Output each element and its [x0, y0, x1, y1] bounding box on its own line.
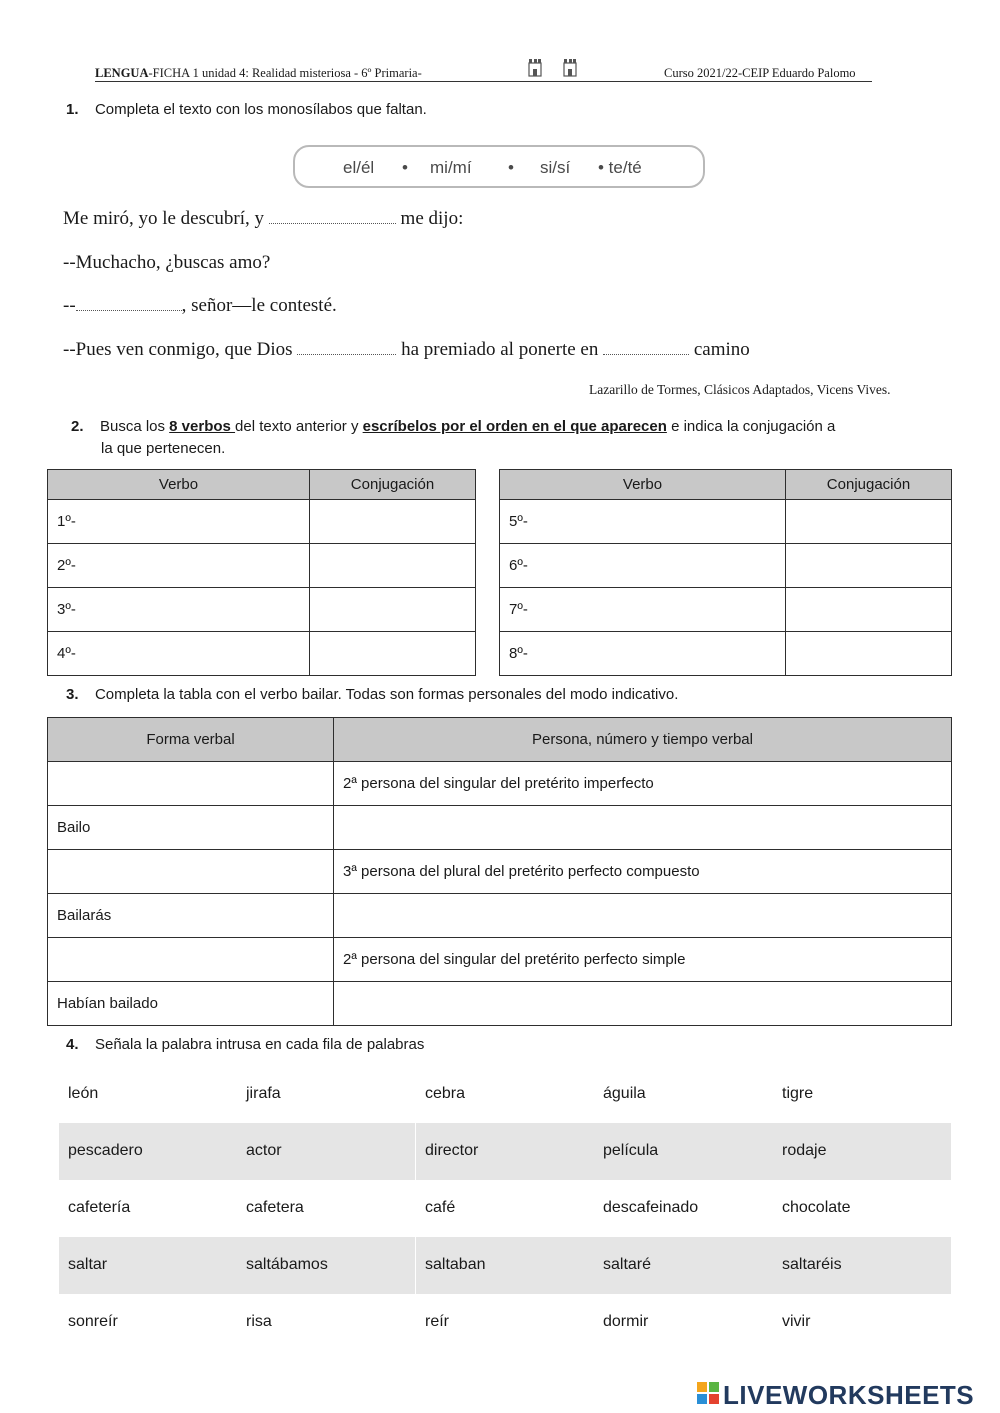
header-subject: LENGUA	[95, 66, 149, 80]
header-left	[95, 66, 422, 81]
word-option[interactable]: café	[425, 1199, 456, 1216]
table-cell[interactable]	[48, 850, 334, 894]
table-cell[interactable]: 6º-	[500, 544, 786, 588]
word-option[interactable]: tigre	[782, 1085, 814, 1102]
word-option[interactable]: actor	[246, 1142, 282, 1159]
question-number: 3.	[66, 686, 79, 703]
table-row	[500, 588, 952, 632]
word-row	[59, 1294, 951, 1351]
table-row	[500, 544, 952, 588]
option-bullet: •	[508, 158, 514, 177]
word-option[interactable]: dormir	[603, 1313, 649, 1330]
text-fragment: del texto anterior y	[235, 418, 363, 435]
table-row	[48, 588, 476, 632]
table-cell[interactable]	[334, 894, 952, 938]
table-cell[interactable]: 2º-	[48, 544, 310, 588]
header-title: -FICHA 1 unidad 4: Realidad misteriosa - 6º Primaria-	[148, 66, 422, 80]
question-3	[66, 686, 678, 704]
text-fragment: la que pertenecen.	[101, 440, 226, 457]
table-cell[interactable]: 3ª persona del plural del pretérito perfecto compuesto	[334, 850, 952, 894]
text-fragment: --Pues ven conmigo, que Dios	[63, 339, 293, 360]
text-fragment: me dijo:	[400, 208, 464, 229]
table-cell[interactable]	[310, 500, 476, 544]
header-course: Curso 2021/22-CEIP Eduardo Palomo	[664, 66, 856, 80]
word-row	[59, 1123, 951, 1180]
table-cell[interactable]: 2ª persona del singular del pretérito perfecto simple	[334, 938, 952, 982]
word-option[interactable]: saltábamos	[246, 1256, 328, 1273]
text-line-2: --Muchacho, ¿buscas amo?	[63, 252, 271, 273]
word-option[interactable]: saltaré	[603, 1256, 652, 1273]
column-header: Verbo	[500, 470, 786, 500]
column-header: Conjugación	[786, 470, 952, 500]
table-cell[interactable]: 3º-	[48, 588, 310, 632]
text-emphasis: escríbelos por el orden en el que aparecen	[362, 418, 667, 435]
word-option[interactable]: descafeinado	[603, 1199, 699, 1216]
word-row	[59, 1237, 951, 1294]
table-cell[interactable]: 5º-	[500, 500, 786, 544]
table-row	[48, 762, 952, 806]
castle-icon	[528, 57, 542, 77]
table-cell[interactable]	[48, 762, 334, 806]
option-bullet: •	[402, 158, 408, 177]
table-row	[500, 500, 952, 544]
verbs-table-right	[499, 469, 952, 676]
word-option[interactable]: saltaréis	[782, 1256, 842, 1273]
options-box	[293, 145, 705, 188]
word-option[interactable]: vivir	[782, 1313, 811, 1330]
table-cell[interactable]: Bailarás	[48, 894, 334, 938]
text-fragment: Busca los	[99, 418, 170, 435]
text-line-3	[63, 295, 337, 317]
text-emphasis: 8 verbos	[169, 418, 236, 435]
word-option[interactable]: sonreír	[68, 1313, 118, 1330]
column-header: Forma verbal	[48, 718, 334, 762]
table-row	[500, 632, 952, 676]
word-option[interactable]: águila	[603, 1085, 646, 1102]
table-row	[48, 982, 952, 1026]
text-line-4	[63, 339, 750, 361]
table-row	[48, 632, 476, 676]
liveworksheets-logo-icon	[697, 1382, 719, 1404]
table-row	[48, 894, 952, 938]
text-fragment: Me miró, yo le descubrí, y	[63, 208, 265, 229]
text-fragment: e indica la conjugación a	[666, 418, 836, 435]
text-line-1	[63, 208, 463, 230]
word-option[interactable]: león	[68, 1085, 99, 1102]
table-row	[48, 544, 476, 588]
question-4	[66, 1036, 424, 1054]
table-cell[interactable]	[786, 500, 952, 544]
word-option[interactable]: director	[425, 1142, 479, 1159]
column-header: Conjugación	[310, 470, 476, 500]
word-option[interactable]: reír	[425, 1313, 449, 1330]
table-cell[interactable]	[48, 938, 334, 982]
question-1	[66, 101, 427, 119]
table-row	[48, 500, 476, 544]
row-divider	[415, 1123, 416, 1180]
word-option[interactable]: cafetera	[246, 1199, 304, 1216]
table-cell[interactable]	[310, 632, 476, 676]
row-divider	[415, 1237, 416, 1294]
option-si: si/sí	[540, 158, 571, 177]
option-te: • te/té	[598, 158, 642, 177]
table-cell[interactable]	[786, 632, 952, 676]
conjugation-table	[47, 717, 952, 1026]
option-el: el/él	[343, 158, 375, 177]
table-cell[interactable]: 7º-	[500, 588, 786, 632]
table-cell[interactable]: 1º-	[48, 500, 310, 544]
word-row	[59, 1066, 951, 1123]
castle-icon	[563, 57, 577, 77]
table-cell[interactable]: Habían bailado	[48, 982, 334, 1026]
word-option[interactable]: saltar	[68, 1256, 108, 1273]
question-text: Completa el texto con los monosílabos que faltan.	[94, 101, 427, 118]
word-option[interactable]: rodaje	[782, 1142, 827, 1159]
word-option[interactable]: pescadero	[68, 1142, 143, 1159]
liveworksheets-logo[interactable]: LIVEWORKSHEETS	[723, 1380, 975, 1410]
text-fragment: --	[63, 295, 76, 316]
question-2	[71, 416, 931, 460]
question-text: Señala la palabra intrusa en cada fila de palabras	[94, 1036, 425, 1053]
source-citation: Lazarillo de Tormes, Clásicos Adaptados, Vicens Vives.	[589, 382, 891, 397]
word-option[interactable]: saltaban	[425, 1256, 486, 1273]
table-cell[interactable]	[334, 982, 952, 1026]
table-cell[interactable]	[310, 588, 476, 632]
blank-2[interactable]	[76, 296, 182, 311]
word-row	[59, 1180, 951, 1237]
table-row	[48, 806, 952, 850]
table-cell[interactable]: 4º-	[48, 632, 310, 676]
blank-1[interactable]	[269, 209, 396, 224]
table-row	[48, 850, 952, 894]
question-number: 1.	[66, 101, 79, 118]
word-option[interactable]: risa	[246, 1313, 272, 1330]
question-number: 2.	[71, 418, 84, 435]
text-fragment: , señor—le contesté.	[181, 295, 337, 316]
blank-4[interactable]	[603, 340, 689, 355]
blank-3[interactable]	[297, 340, 396, 355]
header-rule	[95, 81, 872, 82]
option-mi: mi/mí	[430, 158, 472, 177]
question-text: Completa la tabla con el verbo bailar. Todas son formas personales del modo indicativo.	[94, 686, 679, 703]
verbs-table-left	[47, 469, 476, 676]
question-number: 4.	[66, 1036, 79, 1053]
word-option[interactable]: chocolate	[782, 1199, 851, 1216]
column-header: Persona, número y tiempo verbal	[334, 718, 952, 762]
table-cell[interactable]: 2ª persona del singular del pretérito imperfecto	[334, 762, 952, 806]
column-header: Verbo	[48, 470, 310, 500]
word-option[interactable]: cebra	[425, 1085, 466, 1102]
table-cell[interactable]	[786, 588, 952, 632]
word-option[interactable]: cafetería	[68, 1199, 131, 1216]
table-cell[interactable]	[786, 544, 952, 588]
word-option[interactable]: película	[603, 1142, 659, 1159]
table-cell[interactable]	[334, 806, 952, 850]
table-cell[interactable]: Bailo	[48, 806, 334, 850]
word-option[interactable]: jirafa	[246, 1085, 281, 1102]
table-cell[interactable]: 8º-	[500, 632, 786, 676]
text-fragment: camino	[693, 339, 750, 360]
table-cell[interactable]	[310, 544, 476, 588]
text-fragment: ha premiado al ponerte en	[401, 339, 599, 360]
table-row	[48, 938, 952, 982]
